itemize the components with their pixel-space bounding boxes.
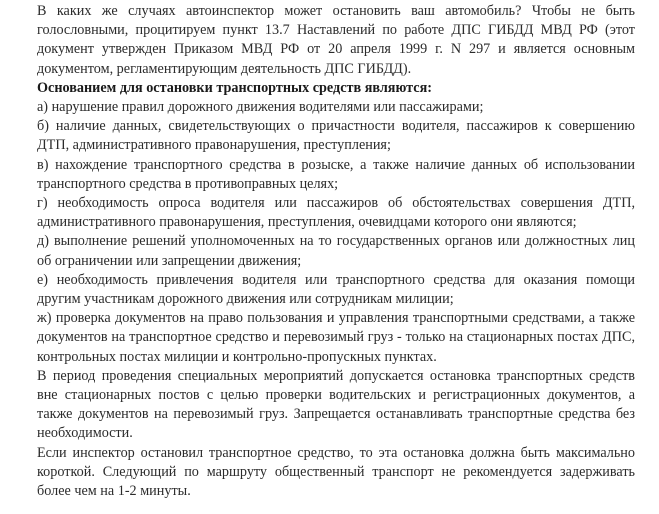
list-item-a: а) нарушение правил дорожного движения водителями или пассажирами; xyxy=(37,99,484,116)
list-item-e: е) необходимость привлечения водителя или транспортного средства для оказания помощи другим участникам дорожного движения или сотрудникам милиции; xyxy=(37,271,635,308)
final-paragraph: Если инспектор остановил транспортное средство, то эта остановка должна быть максимально короткой. Следующий по маршруту общественный транспорт не рекомендуется задерживать более чем на 1-2 минуты. xyxy=(37,444,635,500)
section-heading: Основанием для остановки транспортных средств являются: xyxy=(37,79,432,96)
list-item-zh: ж) проверка документов на право пользования и управления транспортными средствами, а также документов на транспортное средство и перевозимый груз - только на стационарных постах ДПС, контрольных постах милиции и контрольно-пропускных пунктах. xyxy=(37,310,635,365)
list-item-d: д) выполнение решений уполномоченных на то государственных органов или должностных лиц об ограничении или запрещении движения; xyxy=(37,233,635,269)
list-item-b: б) наличие данных, свидетельствующих о причастности водителя, пассажиров к совершению ДТП, административного правонарушения, преступления; xyxy=(37,118,635,154)
special-measures-paragraph: В период проведения специальных мероприятий допускается остановка транспортных средств вне стационарных постов с целью проверки водительских и регистрационных документов, а также документов на перевозимый груз. Запрещается останавливать транспортные средства без необходимости. xyxy=(37,367,635,442)
list-item-v: в) нахождение транспортного средства в розыске, а также наличие данных об использовании транспортного средства в противоправных целях; xyxy=(37,156,635,192)
intro-paragraph: В каких же случаях автоинспектор может остановить ваш автомобиль? Чтобы не быть голословными, процитируем пункт 13.7 Наставлений по работе ДПС ГИБДД МВД РФ (этот документ утвержден Приказом МВД РФ от 20 апреля 1999 г. N 297 и является основным документом, регламентирующим деятельность ДПС ГИБДД). xyxy=(37,3,635,77)
list-item-g: г) необходимость опроса водителя или пассажиров об обстоятельствах совершения ДТП, административного правонарушения, преступления, очевидцами которого они являются; xyxy=(37,195,635,231)
